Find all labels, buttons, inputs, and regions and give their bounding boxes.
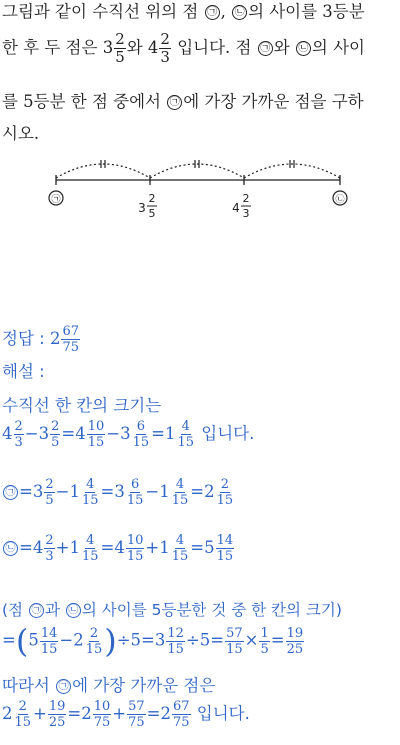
circled-mark-a: ㉠ [29,603,44,618]
fraction: $\frac{57}{15}$ [226,625,243,657]
circled-mark-b: ㉡ [66,603,81,618]
fraction: $\frac{67}{75}$ [62,324,79,355]
p2-num: 2 [242,192,250,205]
circled-mark-a: ㉠ [3,485,18,500]
solution-label: 해설 : [2,362,45,381]
circled-mark-a: ㉠ [56,679,71,694]
fraction: $\frac{4}{15}$ [171,533,189,564]
solution-eq-4: =(5 $\frac{14}{15}$ −2 $\frac{2}{15}$ )÷5=3 $\frac{12}{15}$ ÷5= $\frac{57}{15}$ × $\frac{1}{5}$ = $\frac{19}{25}$ [2,622,304,660]
right-point-mark: ㉡ [335,195,345,205]
solution-note: (점 ㉠ 과 ㉡ 의 사이를 5등분한 것 중 한 칸의 크기) [2,601,342,619]
fraction: $\frac{6}{15}$ [132,419,150,450]
circled-mark-b: ㉡ [232,5,247,20]
mixed-number: 3 $\frac{2}{5}$ [102,30,125,66]
fraction: $\frac{19}{25}$ [48,699,66,730]
circled-mark-a: ㉠ [167,95,182,110]
fraction: $\frac{2}{3}$ [160,30,170,66]
p2-whole: 4 [232,201,240,215]
fraction: $\frac{10}{75}$ [93,699,111,730]
p1-whole: 3 [138,201,146,215]
solution-line-final: 따라서 ㉠ 에 가장 가까운 점은 [2,676,216,695]
fraction: $\frac{6}{15}$ [126,477,144,508]
fraction: $\frac{2}{15}$ [216,477,234,508]
solution-line-1: 수직선 한 칸의 크기는 [2,396,162,415]
fraction: $\frac{2}{15}$ [14,699,32,730]
fraction: $\frac{4}{15}$ [81,477,99,508]
solution-eq-2: ㉠ =3 $\frac{2}{5}$ −1 $\frac{4}{15}$ =3 $\frac{6}{15}$ −1 $\frac{4}{15}$ =2 $\frac{2}{15}$ [2,478,235,507]
fraction: $\frac{2}{15}$ [85,625,103,657]
arc-3 [244,164,340,178]
fraction: $\frac{2}{3}$ [45,533,54,564]
fraction: $\frac{2}{5}$ [45,477,54,508]
fraction: $\frac{10}{15}$ [87,419,105,450]
arc-2 [150,164,244,178]
p1-num: 2 [148,192,156,205]
answer-value: 2 $\frac{67}{75}$ [49,324,79,355]
arc-1 [56,164,150,178]
p1-den: 5 [148,207,156,220]
fraction: $\frac{2}{5}$ [51,419,60,450]
solution-eq-5: 2 $\frac{2}{15}$ + $\frac{19}{25}$ =2 $\frac{10}{75}$ + $\frac{57}{75}$ =2 $\frac{67}{75}$ 입니다. [2,699,250,730]
fraction: $\frac{67}{75}$ [173,699,190,730]
fraction: $\frac{4}{15}$ [81,533,99,564]
fraction: $\frac{57}{75}$ [128,699,145,730]
question-line-1: 그림과 같이 수직선 위의 점 ㉠ , ㉡ 의 사이를 3등분 [2,2,365,21]
fraction: $\frac{1}{5}$ [260,625,269,657]
fraction: $\frac{2}{5}$ [115,30,125,66]
question-line-2: 한 후 두 점은 3 $\frac{2}{5}$ 와 4 $\frac{2}{3}$ 입니다. 점 ㉠ 와 ㉡ 의 사이 [2,30,365,66]
fraction: $\frac{19}{25}$ [286,625,304,657]
left-point-mark: ㉠ [51,195,61,205]
number-line-figure [40,150,360,230]
circled-mark-b: ㉡ [296,41,311,56]
circled-mark-a: ㉠ [205,5,220,20]
fraction: $\frac{10}{15}$ [126,533,144,564]
solution-eq-1: 4 $\frac{2}{3}$ −3 $\frac{2}{5}$ =4 $\frac{10}{15}$ −3 $\frac{6}{15}$ =1 $\frac{4}{15}$ 입니다. [2,419,255,450]
question-line-4: 시오. [2,124,40,143]
fraction: $\frac{4}{15}$ [171,477,189,508]
mixed-number: 4 $\frac{2}{3}$ [147,30,170,66]
fraction: $\frac{4}{15}$ [177,419,195,450]
fraction: $\frac{12}{15}$ [167,625,184,657]
circled-mark-a: ㉠ [258,41,273,56]
p2-den: 3 [242,207,250,220]
fraction: $\frac{2}{3}$ [14,419,23,450]
question-line-3: 를 5등분 한 점 중에서 ㉠ 에 가장 가까운 점을 구하 [2,92,364,111]
answer-line: 정답 : 2 $\frac{67}{75}$ [2,324,79,355]
circled-mark-b: ㉡ [3,541,18,556]
fraction: $\frac{14}{15}$ [216,533,234,564]
fraction: $\frac{14}{15}$ [40,625,58,657]
solution-eq-3: ㉡ =4 $\frac{2}{3}$ +1 $\frac{4}{15}$ =4 $\frac{10}{15}$ +1 $\frac{4}{15}$ =5 $\frac{14}{15}$ [2,534,235,563]
